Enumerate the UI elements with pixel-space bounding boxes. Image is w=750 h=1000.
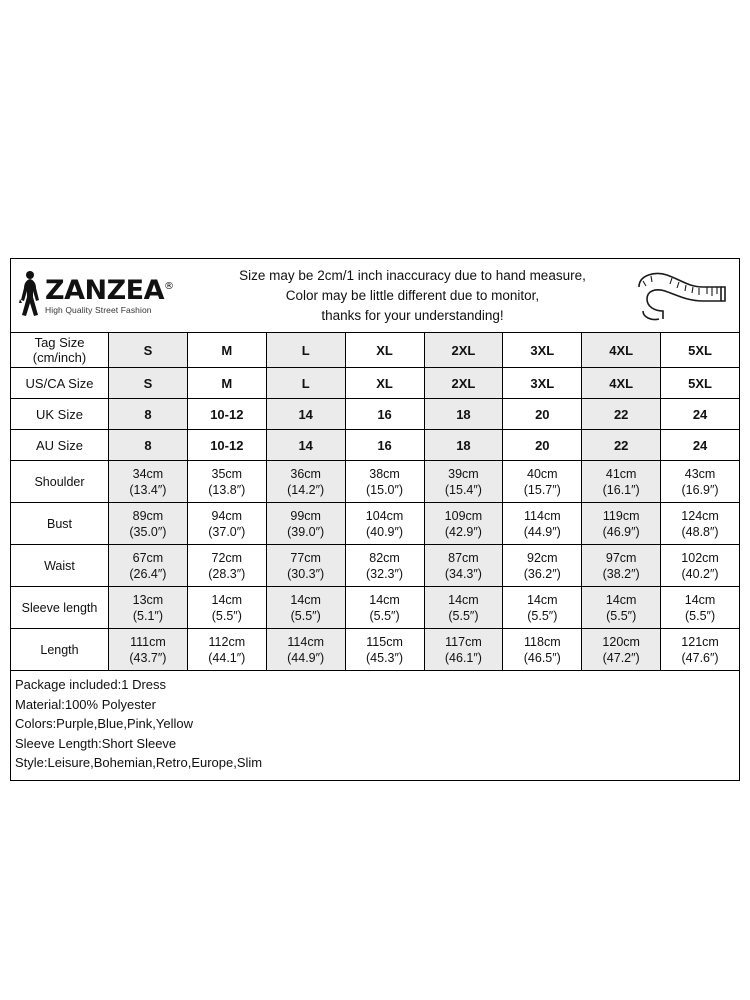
value-cm: 114cm bbox=[524, 508, 561, 523]
table-cell: 14 bbox=[266, 399, 345, 430]
brand-block bbox=[11, 270, 206, 322]
value-cm: 117cm bbox=[445, 634, 482, 649]
table-cell bbox=[266, 629, 345, 671]
table-cell bbox=[582, 503, 661, 545]
table-cell: XL bbox=[345, 368, 424, 399]
table-cell bbox=[109, 461, 188, 503]
table-cell bbox=[266, 503, 345, 545]
table-row bbox=[11, 399, 740, 430]
value-cm: 102cm bbox=[681, 550, 719, 565]
table-cell: 5XL bbox=[661, 368, 740, 399]
table-row bbox=[11, 430, 740, 461]
value-cm: 14cm bbox=[605, 592, 637, 607]
value-cm: 120cm bbox=[602, 634, 640, 649]
value-cm: 34cm bbox=[132, 466, 164, 481]
value-inch: (16.1″) bbox=[602, 482, 640, 497]
table-cell bbox=[424, 629, 503, 671]
table-cell bbox=[424, 503, 503, 545]
value-inch: (44.9″) bbox=[523, 524, 561, 539]
value-inch: (46.5″) bbox=[523, 650, 561, 665]
chart-header bbox=[10, 258, 740, 332]
size-table bbox=[10, 332, 740, 671]
table-cell bbox=[187, 629, 266, 671]
value-cm: 43cm bbox=[684, 466, 716, 481]
value-cm: 67cm bbox=[132, 550, 164, 565]
value-cm: 87cm bbox=[448, 550, 479, 565]
table-cell: S bbox=[109, 368, 188, 399]
value-cm: 99cm bbox=[290, 508, 321, 523]
row-label-line2: (cm/inch) bbox=[32, 350, 87, 365]
value-inch: (15.7″) bbox=[523, 482, 561, 497]
table-row bbox=[11, 368, 740, 399]
table-cell: L bbox=[266, 333, 345, 368]
value-inch: (47.6″) bbox=[681, 650, 719, 665]
value-cm: 124cm bbox=[681, 508, 719, 523]
value-inch: (14.2″) bbox=[287, 482, 325, 497]
table-row bbox=[11, 629, 740, 671]
value-inch: (32.3″) bbox=[366, 566, 404, 581]
table-cell bbox=[582, 545, 661, 587]
detail-colors: Colors:Purple,Blue,Pink,Yellow bbox=[15, 716, 194, 731]
table-cell: 4XL bbox=[582, 368, 661, 399]
value-cm: 97cm bbox=[605, 550, 637, 565]
value-inch: (13.4″) bbox=[129, 482, 167, 497]
table-cell: 18 bbox=[424, 430, 503, 461]
table-cell bbox=[109, 545, 188, 587]
table-cell: 18 bbox=[424, 399, 503, 430]
value-inch: (46.1″) bbox=[444, 650, 482, 665]
value-inch: (5.5″) bbox=[290, 608, 321, 623]
value-cm: 92cm bbox=[527, 550, 558, 565]
value-inch: (30.3″) bbox=[287, 566, 325, 581]
value-inch: (15.4″) bbox=[444, 482, 482, 497]
table-cell bbox=[661, 503, 740, 545]
table-cell bbox=[345, 545, 424, 587]
table-cell: 24 bbox=[661, 399, 740, 430]
value-inch: (5.5″) bbox=[369, 608, 400, 623]
value-inch: (40.9″) bbox=[366, 524, 404, 539]
brand-tagline: High Quality Street Fashion bbox=[45, 304, 152, 315]
value-inch: (47.2″) bbox=[602, 650, 640, 665]
value-inch: (45.3″) bbox=[366, 650, 404, 665]
brand-name-label: ZANZEA bbox=[45, 274, 164, 306]
value-inch: (13.8″) bbox=[208, 482, 246, 497]
value-cm: 14cm bbox=[211, 592, 243, 607]
table-cell bbox=[109, 587, 188, 629]
value-cm: 115cm bbox=[366, 634, 403, 649]
value-cm: 40cm bbox=[527, 466, 558, 481]
brand-name bbox=[45, 274, 174, 306]
table-cell bbox=[582, 587, 661, 629]
table-cell bbox=[266, 587, 345, 629]
value-cm: 111cm bbox=[130, 634, 166, 649]
table-cell bbox=[661, 587, 740, 629]
table-cell bbox=[424, 461, 503, 503]
row-label: AU Size bbox=[11, 430, 109, 461]
row-label: Bust bbox=[11, 503, 109, 545]
table-cell bbox=[345, 461, 424, 503]
value-inch: (42.9″) bbox=[444, 524, 482, 539]
value-inch: (5.1″) bbox=[132, 608, 163, 623]
table-cell bbox=[503, 629, 582, 671]
value-cm: 121cm bbox=[681, 634, 719, 649]
table-cell bbox=[345, 503, 424, 545]
row-label: Waist bbox=[11, 545, 109, 587]
detail-package: Package included:1 Dress bbox=[15, 677, 167, 692]
table-cell bbox=[582, 629, 661, 671]
table-cell: M bbox=[187, 333, 266, 368]
value-inch: (5.5″) bbox=[448, 608, 479, 623]
brand-registered-mark: ® bbox=[164, 280, 174, 292]
table-cell bbox=[661, 461, 740, 503]
table-cell bbox=[503, 503, 582, 545]
table-cell bbox=[109, 629, 188, 671]
value-cm: 114cm bbox=[287, 634, 324, 649]
table-cell: 2XL bbox=[424, 333, 503, 368]
table-cell: 8 bbox=[109, 399, 188, 430]
measuring-tape-svg bbox=[629, 267, 729, 325]
measurement-notes bbox=[206, 266, 619, 326]
size-table-body bbox=[11, 333, 740, 671]
value-inch: (5.5″) bbox=[684, 608, 716, 623]
table-cell: 14 bbox=[266, 430, 345, 461]
table-cell: 24 bbox=[661, 430, 740, 461]
table-row bbox=[11, 587, 740, 629]
table-cell bbox=[187, 503, 266, 545]
product-details bbox=[10, 671, 740, 781]
woman-silhouette-icon bbox=[17, 270, 43, 322]
table-cell: 16 bbox=[345, 399, 424, 430]
row-label-line1: Tag Size bbox=[34, 335, 85, 350]
value-inch: (5.5″) bbox=[527, 608, 558, 623]
table-cell bbox=[582, 461, 661, 503]
table-cell: 5XL bbox=[661, 333, 740, 368]
value-cm: 14cm bbox=[369, 592, 400, 607]
woman-silhouette-svg bbox=[17, 270, 43, 322]
detail-material: Material:100% Polyester bbox=[15, 696, 156, 712]
detail-style: Style:Leisure,Bohemian,Retro,Europe,Slim bbox=[15, 755, 263, 770]
value-cm: 72cm bbox=[211, 550, 243, 565]
table-cell bbox=[661, 629, 740, 671]
brand-text bbox=[45, 274, 174, 315]
table-cell bbox=[109, 503, 188, 545]
value-cm: 36cm bbox=[290, 466, 321, 481]
table-cell: 3XL bbox=[503, 368, 582, 399]
value-inch: (44.9″) bbox=[287, 650, 325, 665]
table-cell: 22 bbox=[582, 399, 661, 430]
row-label: Shoulder bbox=[11, 461, 109, 503]
table-row bbox=[11, 461, 740, 503]
table-cell bbox=[187, 587, 266, 629]
value-inch: (37.0″) bbox=[208, 524, 246, 539]
value-inch: (35.0″) bbox=[129, 524, 167, 539]
value-cm: 39cm bbox=[448, 466, 479, 481]
table-cell bbox=[661, 545, 740, 587]
table-row bbox=[11, 545, 740, 587]
value-cm: 14cm bbox=[684, 592, 716, 607]
table-cell: 10-12 bbox=[187, 430, 266, 461]
value-cm: 38cm bbox=[369, 466, 400, 481]
value-cm: 118cm bbox=[524, 634, 561, 649]
value-inch: (39.0″) bbox=[287, 524, 325, 539]
value-inch: (38.2″) bbox=[602, 566, 640, 581]
table-row bbox=[11, 503, 740, 545]
value-inch: (5.5″) bbox=[211, 608, 242, 623]
note-line-1: Size may be 2cm/1 inch inaccuracy due to hand measure, bbox=[239, 267, 586, 283]
table-cell: M bbox=[187, 368, 266, 399]
value-inch: (34.3″) bbox=[444, 566, 482, 581]
value-inch: (15.0″) bbox=[366, 482, 404, 497]
table-cell bbox=[266, 461, 345, 503]
table-cell: 3XL bbox=[503, 333, 582, 368]
value-inch: (5.5″) bbox=[606, 608, 637, 623]
value-inch: (28.3″) bbox=[208, 566, 246, 581]
value-cm: 41cm bbox=[605, 466, 637, 481]
value-cm: 104cm bbox=[365, 508, 404, 523]
detail-sleeve-length: Sleeve Length:Short Sleeve bbox=[15, 735, 177, 751]
table-cell bbox=[266, 545, 345, 587]
table-cell bbox=[424, 545, 503, 587]
size-chart bbox=[10, 258, 740, 781]
value-cm: 77cm bbox=[290, 550, 321, 565]
table-cell bbox=[503, 587, 582, 629]
table-row bbox=[11, 333, 740, 368]
value-cm: 119cm bbox=[602, 508, 640, 523]
value-cm: 14cm bbox=[527, 592, 558, 607]
note-line-2: Color may be little different due to monitor, bbox=[285, 287, 540, 303]
table-cell: L bbox=[266, 368, 345, 399]
table-cell: 2XL bbox=[424, 368, 503, 399]
table-cell bbox=[424, 587, 503, 629]
value-inch: (43.7″) bbox=[129, 650, 167, 665]
value-cm: 82cm bbox=[369, 550, 400, 565]
table-cell: 16 bbox=[345, 430, 424, 461]
value-inch: (16.9″) bbox=[681, 482, 719, 497]
row-label bbox=[11, 333, 109, 368]
value-inch: (46.9″) bbox=[602, 524, 640, 539]
table-cell bbox=[503, 545, 582, 587]
value-inch: (26.4″) bbox=[129, 566, 167, 581]
note-line-3: thanks for your understanding! bbox=[321, 307, 504, 323]
value-cm: 94cm bbox=[211, 508, 243, 523]
table-cell: 4XL bbox=[582, 333, 661, 368]
value-cm: 109cm bbox=[444, 508, 483, 523]
table-cell bbox=[187, 545, 266, 587]
table-cell bbox=[345, 587, 424, 629]
value-inch: (36.2″) bbox=[523, 566, 561, 581]
table-cell: 20 bbox=[503, 430, 582, 461]
measuring-tape-icon bbox=[619, 267, 739, 325]
table-cell: S bbox=[109, 333, 188, 368]
value-inch: (40.2″) bbox=[681, 566, 719, 581]
row-label: Length bbox=[11, 629, 109, 671]
table-cell: 22 bbox=[582, 430, 661, 461]
table-cell: 8 bbox=[109, 430, 188, 461]
value-cm: 89cm bbox=[132, 508, 164, 523]
value-cm: 14cm bbox=[290, 592, 321, 607]
row-label: Sleeve length bbox=[11, 587, 109, 629]
value-cm: 13cm bbox=[132, 592, 164, 607]
table-cell bbox=[187, 461, 266, 503]
value-inch: (44.1″) bbox=[208, 650, 246, 665]
value-cm: 112cm bbox=[208, 634, 246, 649]
table-cell: 20 bbox=[503, 399, 582, 430]
row-label: US/CA Size bbox=[11, 368, 109, 399]
row-label: UK Size bbox=[11, 399, 109, 430]
value-cm: 35cm bbox=[211, 466, 243, 481]
table-cell: XL bbox=[345, 333, 424, 368]
table-cell bbox=[503, 461, 582, 503]
table-cell: 10-12 bbox=[187, 399, 266, 430]
value-cm: 14cm bbox=[448, 592, 479, 607]
value-inch: (48.8″) bbox=[681, 524, 719, 539]
table-cell bbox=[345, 629, 424, 671]
